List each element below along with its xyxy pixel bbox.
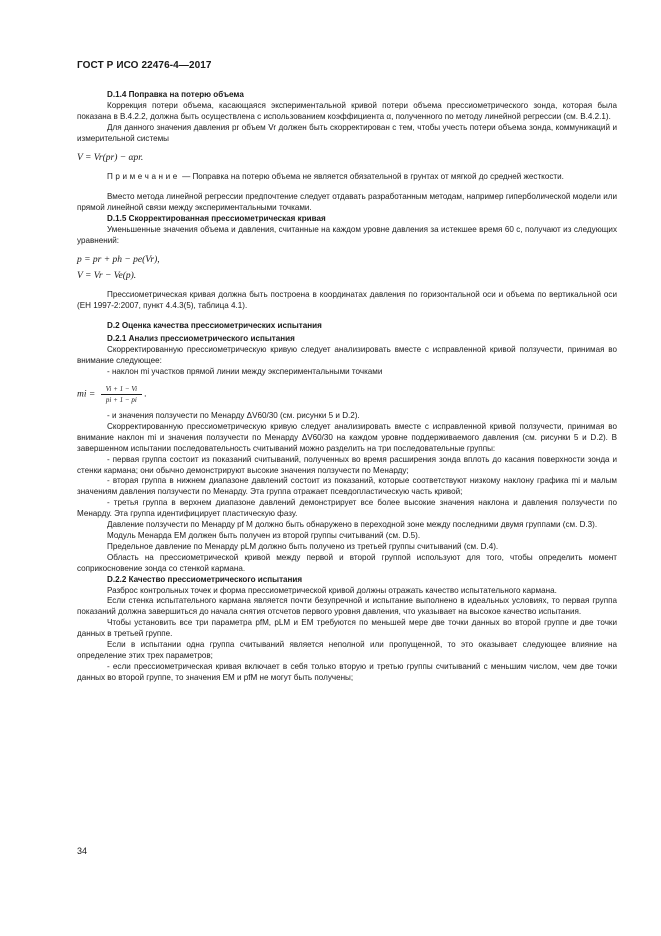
section-heading-d22: D.2.2 Качество прессиометрического испытания — [107, 574, 303, 584]
formula-slope-fraction — [101, 384, 142, 405]
paragraph: Вместо метода линейной регрессии предпочтение следует отдавать разработанным методам, например гиперболической модели или прямой линейной связи между экспериментальными точками. — [77, 192, 617, 213]
paragraph: Уменьшенные значения объема и давления, считанные на каждом уровне давления за истекшее время 60 с, получают из следующих уравнений: — [77, 225, 617, 245]
bullet-item: - и значения ползучести по Менарду ΔV60/30 (см. рисунки 5 и D.2). — [107, 411, 360, 421]
formula-slope-tail: . — [144, 389, 147, 400]
note-text: — Поправка на потерю объема не является обязательной в грунтах от мягкой до средней жесткости. — [182, 172, 564, 182]
bullet-item: - если прессиометрическая кривая включает в себя только вторую и третью группы считываний с меньшим числом, чем две точки данных во второй группе, то значения EM и pfM не могут быть получены; — [77, 661, 617, 682]
document-code: ГОСТ Р ИСО 22476-4—2017 — [77, 60, 212, 71]
page-number: 34 — [77, 846, 88, 856]
note — [77, 172, 617, 183]
formula-pressure: p = pr + ph − pe(Vr), — [77, 254, 160, 265]
paragraph: Модуль Менарда EM должен быть получен из второй группы считываний (см. D.5). — [107, 531, 421, 540]
section-heading-d14: D.1.4 Поправка на потерю объема — [107, 90, 244, 99]
bullet-item: - вторая группа в нижнем диапазоне давлений состоит из показаний, которые соответствуют низкому наклону графика mi и малым значениям давления ползучести по Менарду. Эта группа отражает псевдопластическую часть кривой; — [77, 476, 617, 497]
bullet-item: - первая группа состоит из показаний считываний, полученных во время расширения зонда вплоть до касания поверхности зонда и стенки кармана; они обычно демонстрируют высокие значения ползучести по Менарду; — [77, 454, 617, 475]
paragraph: Скорректированную прессиометрическую кривую следует анализировать вместе с исправленной кривой ползучести, принимая во внимание наклон mi и значения ползучести по Менарду ΔV60/30 на каждом уровне поддерживаемого давления (см. рисунки 5 и D.2). В завершенном испытании последовательность считываний можно разделить на три последовательные группы: — [77, 421, 617, 453]
paragraph: Если стенка испытательного кармана является почти безупречной и испытание выполнено в идеальных условиях, то первая группа показаний должна завершиться до начала снятия отсчетов первого уровня давления, что указывает на высокое качество испытания. — [77, 596, 617, 617]
bullet-item: - третья группа в верхнем диапазоне давлений демонстрирует все более высокие значения наклона и давления ползучести по Менарду. Эта группа идентифицирует пластическую фазу. — [77, 498, 617, 519]
section-heading-d2: D.2 Оценка качества прессиометрических испытания — [107, 320, 322, 330]
fraction-numerator: Vi + 1 − Vi — [101, 384, 142, 395]
paragraph: Предельное давление по Менарду pLM должно быть получено из третьей группы считываний (см. D.4). — [107, 541, 499, 551]
bullet-item: - наклон mi участков прямой линии между экспериментальными точками — [107, 367, 383, 377]
paragraph: Чтобы установить все три параметра pfM, pLM и EM требуются по меньшей мере две точки данных во второй группе и две точки данных в третьей группе. — [77, 618, 617, 639]
paragraph: Разброс контрольных точек и форма прессиометрической кривой должны отражать качество испытательного кармана. — [107, 585, 557, 595]
paragraph: Коррекция потери объема, касающаяся экспериментальной кривой потери объема прессиометрического зонда, которая была показана в В.4.2.2, должна быть осуществлена с использованием коэффициента α, полученного по методу линейной регрессии (см. В.4.2.1). — [77, 100, 617, 121]
formula-slope — [77, 384, 617, 405]
section-heading-d15: D.1.5 Скорректированная прессиометрическая кривая — [107, 214, 326, 224]
fraction-denominator: pi + 1 − pi — [105, 396, 137, 405]
page-body — [77, 90, 617, 684]
paragraph: Скорректированную прессиометрическую кривую следует анализировать вместе с исправленной кривой ползучести, принимая во внимание следующее: — [77, 345, 617, 366]
formula-volume-correction: V = Vr(pr) − αpr. — [77, 152, 144, 163]
paragraph: Область на прессиометрической кривой между первой и второй группой используют для того, чтобы определить момент соприкосновение зонда со стенкой кармана. — [77, 552, 617, 573]
paragraph: Для данного значения давления pr объем Vr должен быть скорректирован с тем, чтобы учесть потери объема зонда, коммуникаций и измерительной системы — [77, 122, 617, 143]
paragraph: Давление ползучести по Менарду pf M должно быть обнаружено в переходной зоне между последними двумя группами (см. D.3). — [107, 520, 598, 530]
note-label: Примечание — [107, 172, 180, 182]
formula-volume: V = Vr − Ve(p). — [77, 270, 137, 281]
formula-slope-lhs: mi = — [77, 389, 96, 400]
paragraph: Прессиометрическая кривая должна быть построена в координатах давления по горизонтальной оси и объема по вертикальной оси (ЕН 1997-2:2007, пункт 4.4.3(5), таблица 4.1). — [77, 289, 617, 310]
paragraph: Если в испытании одна группа считываний является неполной или пропущенной, то это оказывает следующее влияние на определение этих трех параметров; — [77, 640, 617, 660]
section-heading-d21: D.2.1 Анализ прессиометрического испытания — [107, 334, 295, 344]
